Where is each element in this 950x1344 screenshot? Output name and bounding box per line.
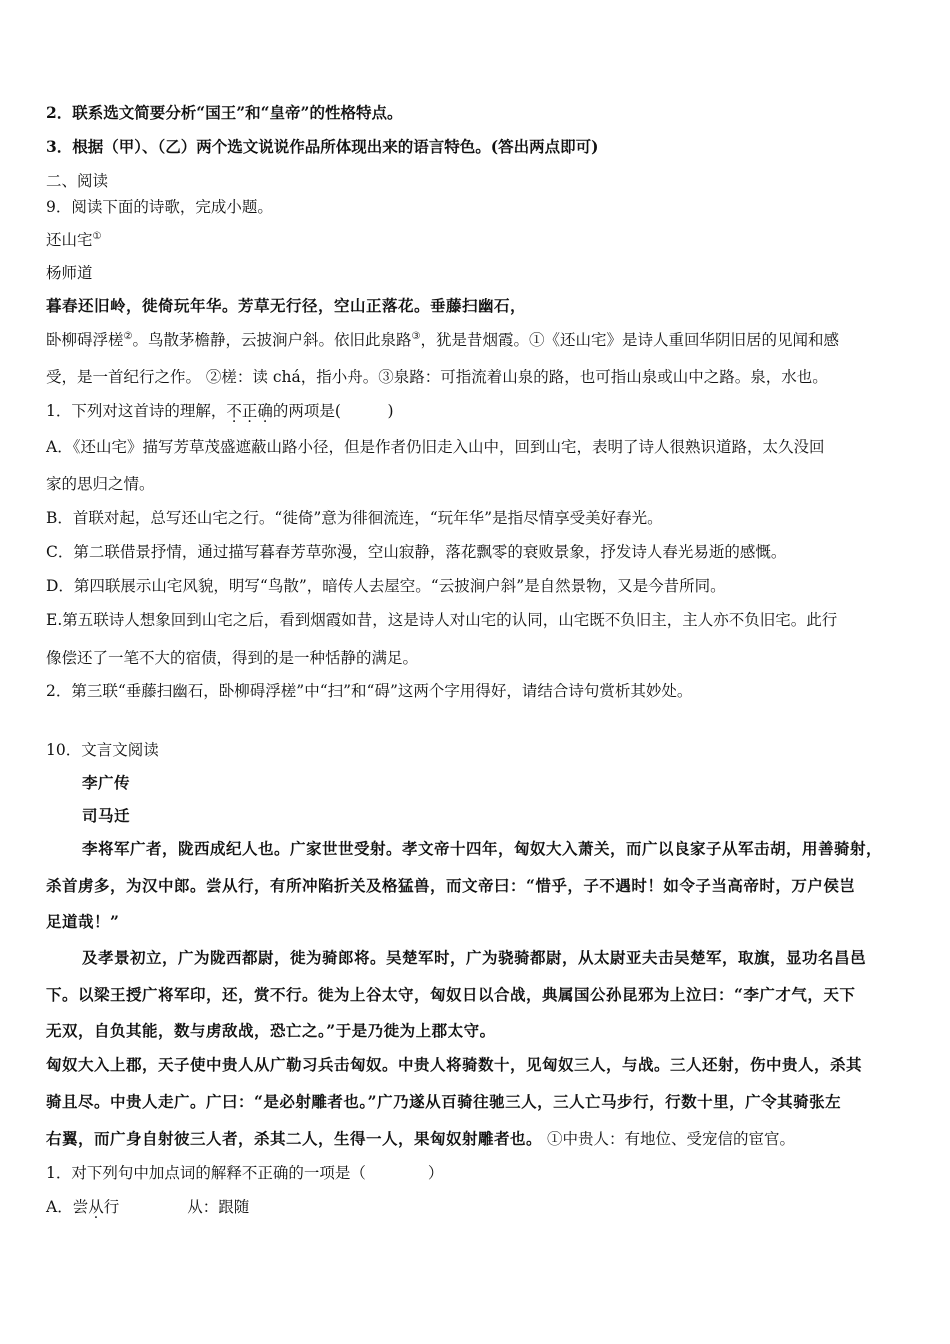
section-2-heading: 二、阅读 — [46, 172, 109, 190]
poem-q2: 2．第三联“垂藤扫幽石，卧柳碍浮槎”中“扫”和“碍”这两个字用得好，请结合诗句赏析其妙处。 — [46, 682, 693, 700]
question-3-line: 3．根据（甲）、（乙）两个选文说说作品所体现出来的语言特色。(答出两点即可) — [46, 137, 599, 156]
dotted-char: 从 — [88, 1198, 104, 1216]
passage-p3-line-2: 骑且尽。中贵人走广。广曰：“是必射雕者也。”广乃遂从百骑往驰三人，三人亡马步行，行数十里，广令其骑张左 — [46, 1092, 842, 1111]
option-e-line-2: 像偿还了一笔不大的宿债，得到的是一种恬静的满足。 — [46, 649, 419, 667]
option-c: C．第二联借景抒情，通过描写暮春芳草弥漫，空山寂静，落花飘零的衰败景象，抒发诗人春光易逝的感慨。 — [46, 543, 787, 561]
question-9-heading: 9．阅读下面的诗歌，完成小题。 — [46, 198, 273, 216]
passage-p3-line-3: 右翼，而广身自射彼三人者，杀其二人，生得一人，果匈奴射雕者也。 ①中贵人：有地位、受宠信的宦官。 — [46, 1129, 795, 1148]
option-a-line-2: 家的思归之情。 — [46, 475, 155, 493]
passage-author: 司马迁 — [82, 806, 131, 825]
passage-title: 李广传 — [82, 773, 131, 792]
question-10-heading: 10．文言文阅读 — [46, 741, 159, 759]
passage-p3-line-1: 匈奴大入上郡，天子使中贵人从广勒习兵击匈奴。中贵人将骑数十，见匈奴三人，与战。三人还射，伤中贵人，杀其 — [46, 1055, 863, 1074]
question-2-line: 2．联系选文简要分析“国王”和“皇帝”的性格特点。 — [46, 103, 403, 122]
poem-author: 杨师道 — [46, 264, 93, 282]
passage-p1-line-1: 李将军广者，陇西成纪人也。广家世世受射。孝文帝十四年，匈奴大入萧关，而广以良家子从军击胡，用善骑射， — [82, 839, 883, 858]
passage-p2-line-2: 下。以梁王授广将军印，还，赏不行。徙为上谷太守，匈奴日以合战，典属国公孙昆邪为上泣曰：“李广才气，天下 — [46, 985, 856, 1004]
option-b: B．首联对起，总写还山宅之行。“徙倚”意为徘徊流连，“玩年华”是指尽情享受美好春光。 — [46, 509, 663, 527]
poem-line-2: 卧柳碍浮槎②。鸟散茅檐静，云披涧户斜。依旧此泉路③，犹是昔烟霞。①《还山宅》是诗人重回华阴旧居的见闻和感 — [46, 330, 839, 349]
poem-line-1: 暮春还旧岭，徙倚玩年华。芳草无行径，空山正落花。垂藤扫幽石， — [46, 296, 527, 315]
poem-title: 还山宅① — [46, 230, 102, 249]
option-d: D．第四联展示山宅风貌，明写“鸟散”，暗传人去屋空。“云披涧户斜”是自然景物，又是今昔所同。 — [46, 577, 726, 595]
passage-p1-line-3: 足道哉！” — [46, 912, 120, 931]
dotted-char: 不 — [226, 402, 242, 420]
option-a-line-1: A．《还山宅》描写芳草茂盛遮蔽山路小径，但是作者仍旧走入山中，回到山宅，表明了诗人很熟识道路，太久没回 — [46, 438, 825, 456]
passage-q1-option-a: A．尝从行 从：跟随 — [46, 1198, 250, 1216]
passage-p1-line-2: 杀首虏多，为汉中郎。尝从行，有所冲陷折关及格猛兽，而文帝曰：“惜乎，子不遇时！如令子当高帝时，万户侯岂 — [46, 876, 856, 895]
passage-q1-stem: 1．对下列句中加点词的解释不正确的一项是（ ） — [46, 1164, 444, 1182]
passage-p2-line-1: 及孝景初立，广为陇西都尉，徙为骑郎将。吴楚军时，广为骁骑都尉，从太尉亚夫击吴楚军，取旗，显功名昌邑 — [82, 948, 867, 967]
dotted-char: 确 — [257, 402, 273, 420]
poem-q1-stem: 1．下列对这首诗的理解，不正确的两项是( ) — [46, 402, 394, 420]
dotted-char: 正 — [241, 402, 258, 420]
poem-notes: 受，是一首纪行之作。 ②槎：读 chá，指小舟。③泉路：可指流着山泉的路，也可指山泉或山中之路。泉，水也。 — [46, 368, 828, 386]
passage-p2-line-3: 无双，自负其能，数与虏敌战，恐亡之。”于是乃徙为上郡太守。 — [46, 1021, 496, 1040]
option-e-line-1: E.第五联诗人想象回到山宅之后，看到烟霞如昔，这是诗人对山宅的认同，山宅既不负旧主，主人亦不负旧宅。此行 — [46, 611, 838, 629]
